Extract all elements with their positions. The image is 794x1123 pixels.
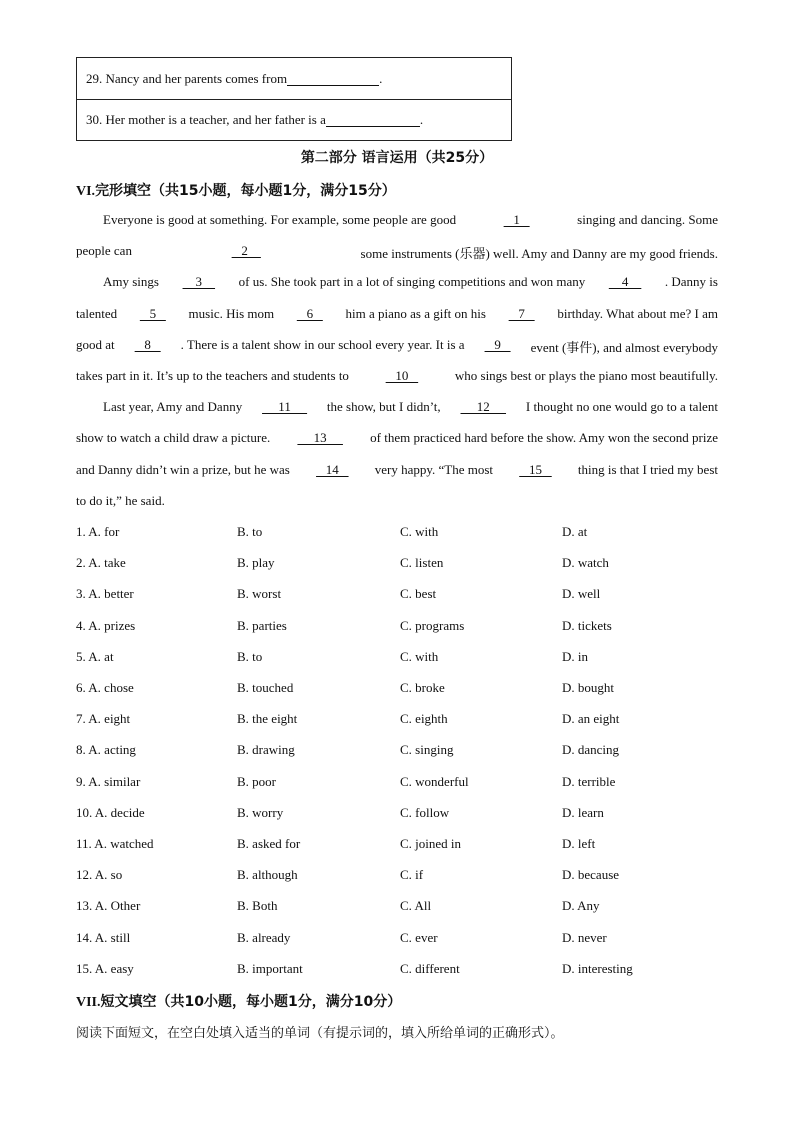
option-choice[interactable]: D. Any — [562, 898, 600, 914]
option-choice[interactable]: B. worst — [237, 586, 282, 602]
option-choice[interactable]: 5. A. at — [76, 648, 114, 664]
option-row — [76, 898, 716, 916]
passage-text: the show, but I didn’t, — [326, 399, 441, 414]
cloze-blank[interactable]: 3 — [182, 274, 216, 289]
option-choice[interactable]: 8. A. acting — [76, 742, 136, 758]
section-7-title — [76, 991, 401, 1011]
option-choice[interactable]: 2. A. take — [76, 555, 126, 571]
option-choice[interactable]: B. asked for — [237, 836, 301, 851]
option-row — [76, 524, 716, 542]
option-choice[interactable]: 15. A. easy — [76, 960, 134, 976]
option-choice[interactable]: C. with — [400, 524, 439, 539]
option-choice[interactable]: B. worry — [237, 804, 284, 820]
passage-line — [103, 274, 718, 290]
option-choice[interactable]: D. bought — [562, 680, 614, 695]
answer-blank-30[interactable] — [326, 113, 420, 127]
option-choice[interactable]: 11. A. watched — [76, 836, 154, 851]
option-choice[interactable]: 14. A. still — [76, 929, 131, 945]
cloze-blank[interactable]: 7 — [508, 306, 535, 321]
passage-text: good at — [76, 337, 115, 352]
cloze-blank[interactable]: 12 — [460, 399, 507, 414]
option-choice[interactable]: 10. A. decide — [76, 804, 145, 820]
passage-line — [103, 399, 718, 415]
option-choice[interactable]: C. different — [400, 960, 460, 976]
option-choice[interactable]: B. drawing — [237, 742, 295, 758]
option-choice[interactable]: C. All — [400, 898, 432, 914]
passage-text: him a piano as a gift on his — [345, 306, 486, 321]
passage-line — [76, 368, 718, 384]
table-row-29 — [77, 58, 511, 99]
option-choice[interactable]: 12. A. so — [76, 867, 123, 883]
cloze-blank[interactable]: 9 — [484, 337, 511, 352]
cloze-blank[interactable]: 14 — [316, 462, 349, 477]
cloze-blank[interactable]: 10 — [385, 368, 419, 383]
option-choice[interactable]: C. ever — [400, 929, 438, 945]
option-choice[interactable]: C. listen — [400, 555, 444, 571]
passage-text: some instruments (乐器) well. Amy and Danny are my good friends. — [360, 246, 718, 261]
question-30-end: . — [419, 112, 424, 127]
answer-table — [76, 57, 512, 141]
section-7-number: VII. — [76, 995, 101, 1010]
option-choice[interactable]: D. at — [562, 524, 588, 539]
option-choice[interactable]: 9. A. similar — [76, 773, 141, 789]
passage-text: thing is that I tried my best — [577, 462, 718, 477]
cloze-blank[interactable]: 5 — [139, 306, 166, 321]
option-choice[interactable]: 6. A. chose — [76, 680, 134, 695]
passage-text: Amy sings — [103, 274, 159, 289]
option-choice[interactable]: B. poor — [237, 773, 276, 789]
section-7-heading: 短文填空（共10小题，每小题1分，满分10分） — [100, 994, 402, 1010]
option-choice[interactable]: D. because — [562, 867, 620, 883]
option-choice[interactable]: D. well — [562, 586, 601, 602]
section-6-title — [76, 180, 396, 200]
passage-text: music. His mom — [188, 306, 275, 321]
option-row — [76, 618, 716, 636]
cloze-blank[interactable]: 8 — [134, 337, 161, 352]
cloze-blank[interactable]: 11 — [262, 399, 308, 414]
option-row — [76, 961, 716, 979]
passage-text: who sings best or plays the piano most beautifully. — [454, 368, 718, 383]
option-choice[interactable]: C. if — [400, 867, 424, 883]
passage-text: Last year, Amy and Danny — [103, 399, 243, 414]
option-row — [76, 555, 716, 573]
option-row — [76, 742, 716, 760]
option-row — [76, 774, 716, 792]
option-choice[interactable]: C. with — [400, 648, 439, 664]
passage-text: I thought no one would go to a talent — [525, 399, 718, 414]
option-choice[interactable]: C. singing — [400, 742, 454, 758]
option-choice[interactable]: 1. A. for — [76, 524, 120, 539]
option-choice[interactable]: 4. A. prizes — [76, 617, 136, 633]
option-choice[interactable]: B. play — [237, 555, 275, 571]
option-choice[interactable]: D. an eight — [562, 711, 620, 727]
option-choice[interactable]: B. already — [237, 929, 291, 945]
option-choice[interactable]: D. tickets — [562, 617, 612, 633]
option-row — [76, 649, 716, 667]
option-row — [76, 711, 716, 729]
passage-text: show to watch a child draw a picture. — [76, 430, 271, 445]
option-row — [76, 805, 716, 823]
passage-line — [76, 493, 718, 509]
passage-line — [76, 243, 718, 262]
option-choice[interactable]: D. in — [562, 648, 588, 664]
passage-text: takes part in it. It’s up to the teachers and students to — [76, 368, 349, 383]
option-choice[interactable]: 3. A. better — [76, 586, 134, 602]
option-row — [76, 586, 716, 604]
option-choice[interactable]: C. eighth — [400, 711, 448, 727]
option-choice[interactable]: D. terrible — [562, 773, 616, 789]
option-choice[interactable]: B. important — [237, 960, 303, 976]
passage-text: . There is a talent show in our school every year. It is a — [180, 337, 465, 352]
passage-text: event (事件), and almost everybody — [530, 340, 718, 355]
option-choice[interactable]: D. watch — [562, 555, 609, 571]
cloze-blank[interactable]: 2 — [231, 243, 261, 258]
option-choice[interactable]: B. to — [237, 524, 263, 539]
option-choice[interactable]: D. left — [562, 836, 596, 851]
option-choice[interactable]: C. wonderful — [400, 773, 469, 789]
passage-text: birthday. What about me? I am — [557, 306, 718, 321]
passage-line — [76, 306, 718, 322]
answer-blank-29[interactable] — [287, 72, 379, 86]
option-choice[interactable]: D. interesting — [562, 960, 633, 976]
option-choice[interactable]: C. joined in — [400, 836, 462, 851]
cloze-blank[interactable]: 6 — [296, 306, 323, 321]
option-choice[interactable]: C. broke — [400, 680, 445, 695]
question-29-text: 29. Nancy and her parents comes from — [86, 70, 288, 86]
instruction-text: 阅读下面短文，在空白处填入适当的单词（有提示词的，填入所给单词的正确形式）。 — [76, 1026, 564, 1041]
passage-line — [103, 212, 718, 228]
passage-text: of them practiced hard before the show. Amy won the second prize — [370, 430, 718, 445]
passage-text: people can — [76, 243, 132, 258]
option-choice[interactable]: D. learn — [562, 804, 604, 820]
question-30-text: 30. Her mother is a teacher, and her father is a — [86, 112, 326, 127]
cloze-blank[interactable]: 1 — [503, 212, 530, 227]
option-row — [76, 867, 716, 885]
option-choice[interactable]: 7. A. eight — [76, 711, 131, 727]
passage-text: . Danny is — [664, 274, 718, 289]
option-row — [76, 680, 716, 698]
option-row — [76, 930, 716, 948]
passage-text: and Danny didn’t win a prize, but he was — [76, 462, 290, 477]
passage-text: Everyone is good at something. For example, some people are good — [103, 212, 457, 227]
option-choice[interactable]: B. the eight — [237, 711, 298, 727]
option-choice[interactable]: D. never — [562, 929, 607, 945]
option-choice[interactable]: C. programs — [400, 617, 465, 633]
cloze-blank[interactable]: 13 — [297, 430, 343, 445]
option-choice[interactable]: B. touched — [237, 680, 294, 695]
option-choice[interactable]: B. to — [237, 648, 263, 664]
option-choice[interactable]: B. parties — [237, 617, 287, 633]
option-choice[interactable]: B. although — [237, 867, 298, 883]
passage-line — [76, 430, 718, 446]
option-choice[interactable]: C. follow — [400, 804, 450, 820]
question-29-end: . — [379, 70, 383, 86]
section-6-heading: 完形填空（共15小题，每小题1分，满分15分） — [95, 183, 396, 199]
option-choice[interactable]: C. best — [400, 586, 437, 602]
table-row-30 — [77, 99, 511, 140]
option-choice[interactable]: B. Both — [237, 898, 278, 914]
passage-text: talented — [76, 306, 118, 321]
cloze-blank[interactable]: 4 — [608, 274, 642, 289]
passage-line — [76, 337, 718, 356]
option-row — [76, 836, 716, 854]
section-6-number: VI. — [76, 184, 96, 199]
option-choice[interactable]: D. dancing — [562, 742, 620, 758]
option-choice[interactable]: 13. A. Other — [76, 898, 141, 914]
passage-text: to do it,” he said. — [76, 493, 165, 508]
passage-line — [76, 462, 718, 478]
part-title: 第二部分 语言运用（共25分） — [300, 150, 494, 166]
passage-text: very happy. “The most — [374, 462, 494, 477]
cloze-blank[interactable]: 15 — [519, 462, 552, 477]
passage-text: singing and dancing. Some — [577, 212, 718, 227]
passage-text: of us. She took part in a lot of singing competitions and won many — [238, 274, 586, 289]
